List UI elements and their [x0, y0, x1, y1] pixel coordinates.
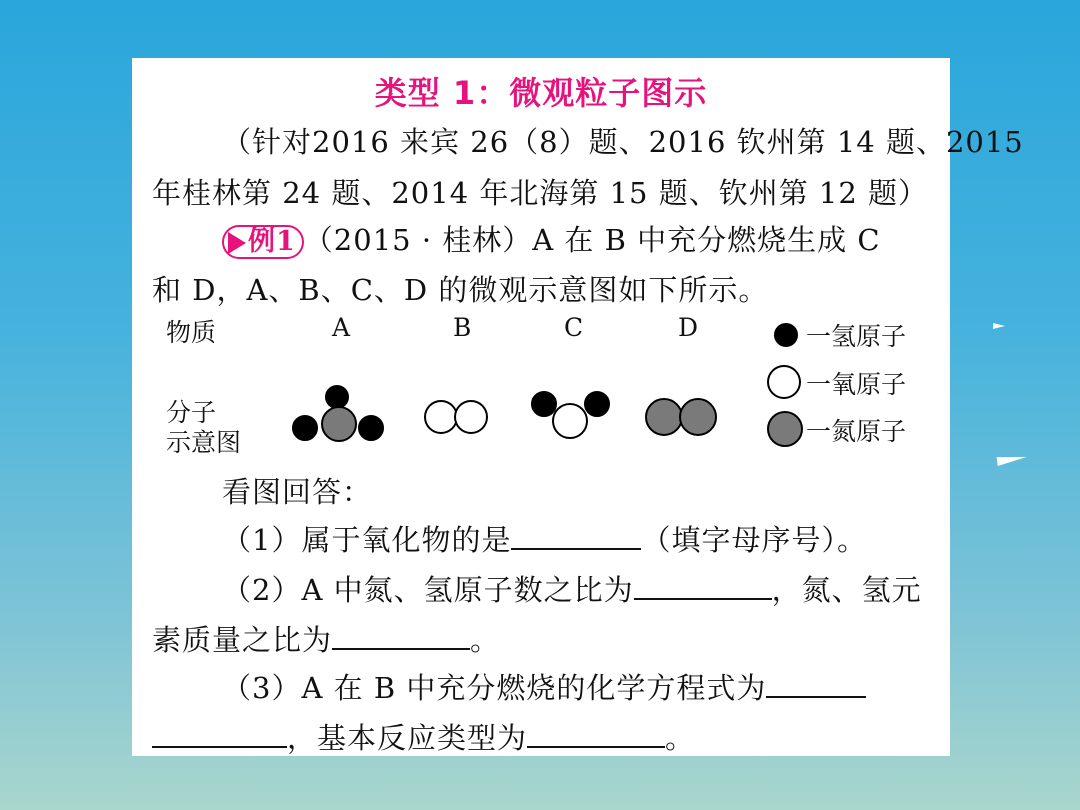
example-line-2: 和 D，A、B、C、D 的微观示意图如下所示。 — [152, 273, 769, 307]
answer-blank-3a-cont[interactable] — [152, 720, 287, 748]
legend-oxygen-label: 一氧原子 — [806, 370, 907, 399]
question-2-suffix: ，氮、氢元 — [771, 573, 922, 607]
legend-nitrogen-icon — [767, 411, 803, 447]
example-text-1: （2015 · 桂林）A 在 B 中充分燃烧生成 C — [303, 223, 881, 257]
question-2-line-2-text: 素质量之比为 — [152, 623, 333, 657]
question-1 — [222, 518, 867, 559]
answer-blank-2b[interactable] — [332, 622, 470, 650]
molecule-a-nitrogen — [321, 406, 357, 442]
column-label-b: B — [453, 313, 472, 342]
column-label-c: C — [564, 313, 584, 342]
molecule-c-oxygen — [552, 403, 588, 439]
question-3-line-2 — [152, 716, 695, 757]
decorative-paper-plane — [997, 453, 1028, 466]
answer-blank-3a[interactable] — [766, 670, 866, 698]
example-badge-label: 例1 — [248, 226, 296, 257]
question-3-line-2-suffix: 。 — [665, 721, 696, 755]
molecule-b-oxygen-2 — [454, 400, 488, 434]
question-2-line-2-suffix: 。 — [470, 623, 501, 657]
legend-oxygen-icon — [767, 365, 801, 399]
question-1-suffix: （填字母序号）。 — [641, 523, 867, 557]
question-3-text: （3）A 在 B 中充分燃烧的化学方程式为 — [222, 671, 767, 705]
intro-line-2: 年桂林第 24 题、2014 年北海第 15 题、钦州第 12 题） — [152, 176, 929, 210]
section-title: 类型 1：微观粒子图示 — [374, 74, 708, 112]
legend-hydrogen-icon — [774, 323, 798, 347]
intro-line-1: （针对2016 来宾 26（8）题、2016 钦州第 14 题、2015 — [222, 125, 1024, 159]
molecule-d-nitrogen-2 — [679, 398, 717, 436]
molecule-a-hydrogen-left — [292, 415, 318, 441]
row-label-molecule-2: 示意图 — [166, 428, 242, 457]
molecule-figure — [162, 313, 942, 457]
questions-prompt: 看图回答： — [222, 475, 373, 509]
question-2 — [222, 568, 922, 609]
molecule-c-hydrogen-right — [584, 391, 610, 417]
molecule-b-oxygen-1 — [424, 400, 458, 434]
example-badge — [222, 225, 304, 259]
molecule-a-hydrogen-right — [358, 415, 384, 441]
legend-nitrogen-label: 一氮原子 — [806, 417, 907, 446]
answer-blank-1[interactable] — [511, 522, 641, 550]
answer-blank-2a[interactable] — [634, 572, 772, 600]
play-icon — [228, 232, 246, 254]
decorative-arrow — [993, 323, 1005, 329]
molecule-d-nitrogen-1 — [645, 398, 683, 436]
column-label-d: D — [678, 313, 699, 342]
example-line-1 — [222, 218, 881, 259]
question-3-line-2-text: ，基本反应类型为 — [287, 721, 528, 755]
legend-hydrogen-label: 一氢原子 — [806, 322, 907, 351]
row-label-substance: 物质 — [166, 318, 217, 347]
answer-blank-3b[interactable] — [527, 720, 665, 748]
row-label-molecule-1: 分子 — [166, 398, 217, 427]
question-1-text: （1）属于氧化物的是 — [222, 523, 512, 557]
question-3 — [222, 666, 866, 707]
question-2-text: （2）A 中氮、氢原子数之比为 — [222, 573, 634, 607]
question-2-line-2 — [152, 618, 500, 659]
content-card — [132, 58, 1024, 756]
column-label-a: A — [332, 313, 351, 342]
